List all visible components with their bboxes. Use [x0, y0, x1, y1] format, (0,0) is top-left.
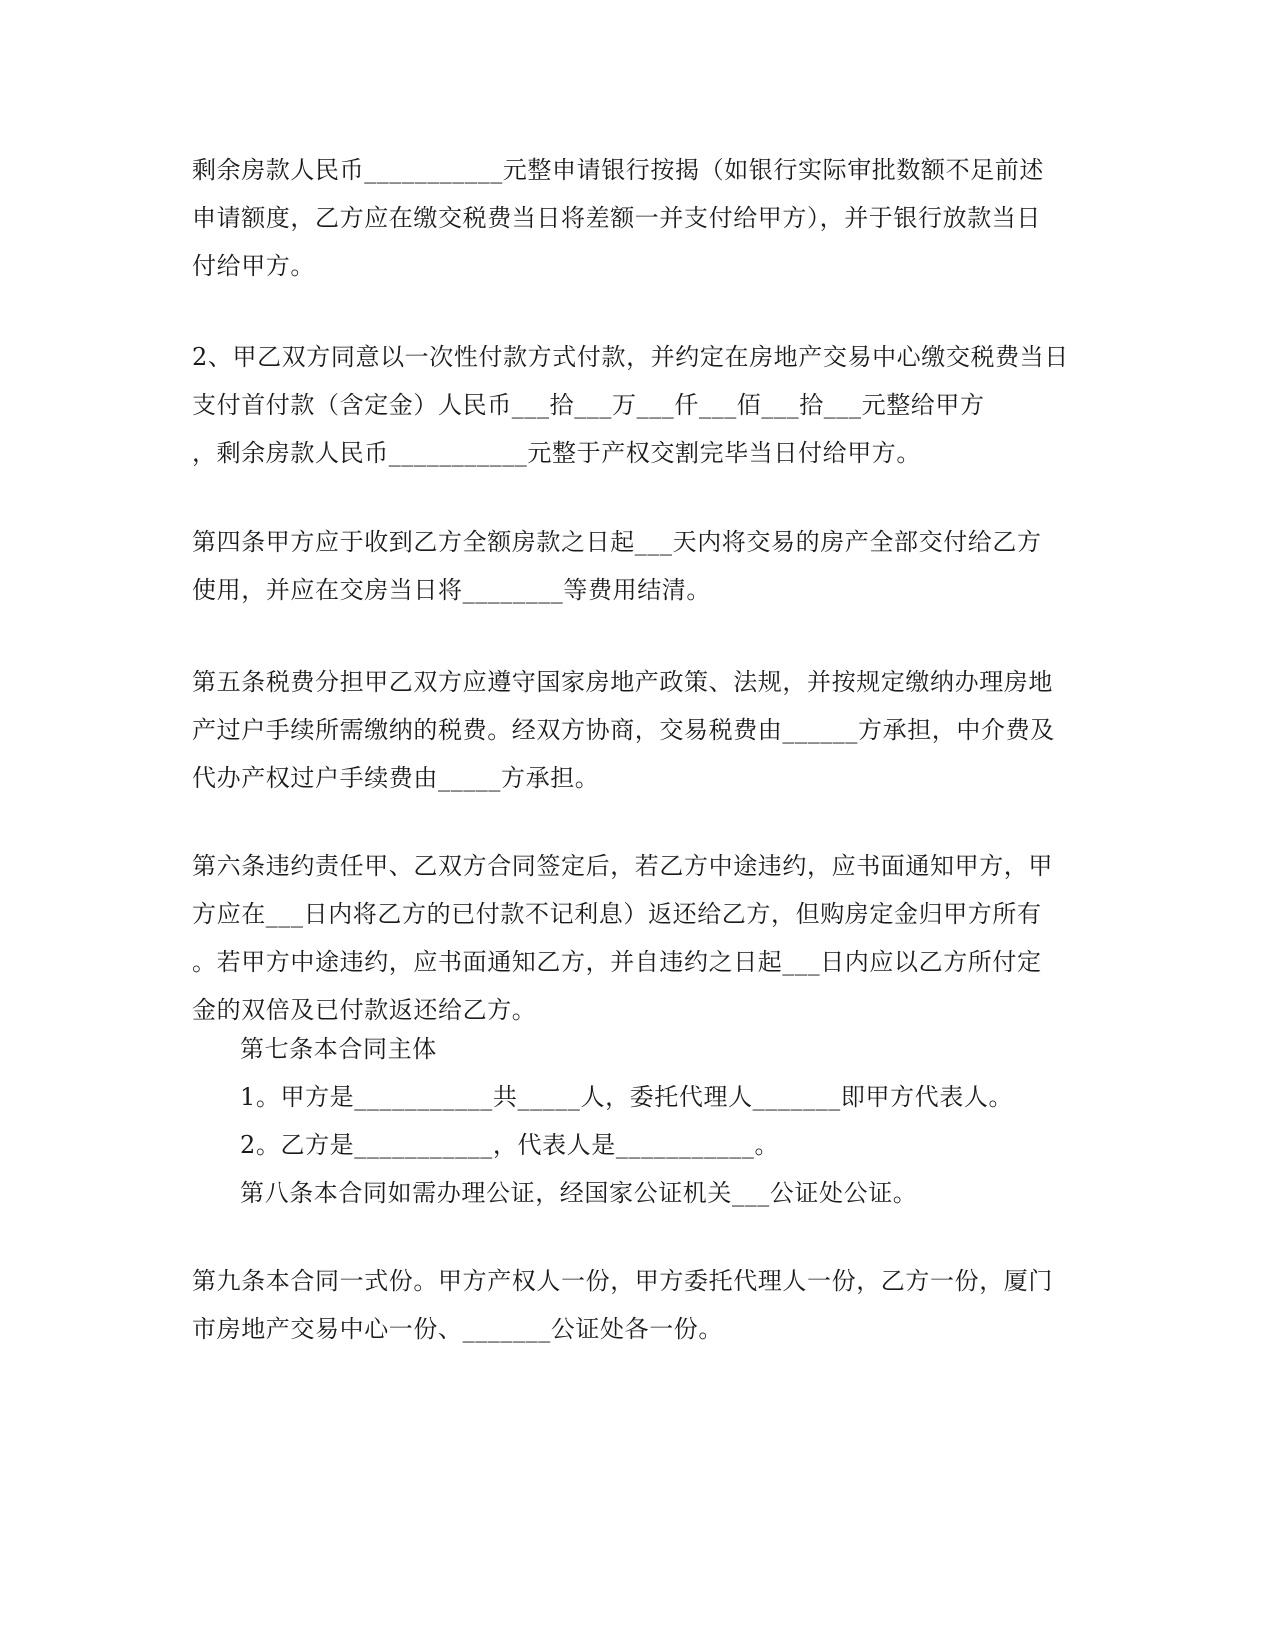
paragraph-lump-sum-payment [192, 333, 1082, 477]
text-line: 2。乙方是___________，代表人是___________。 [240, 1131, 780, 1159]
text-line: 第九条本合同一式份。甲方产权人一份，甲方委托代理人一份，乙方一份，厦门 [192, 1267, 1053, 1295]
text-line: 剩余房款人民币___________元整申请银行按揭（如银行实际审批数额不足前述 [192, 156, 1044, 184]
text-line: 第六条违约责任甲、乙双方合同签定后，若乙方中途违约，应书面通知甲方，甲 [192, 852, 1053, 880]
text-line: 第八条本合同如需办理公证，经国家公证机关___公证处公证。 [240, 1179, 918, 1207]
text-line: 2、甲乙双方同意以一次性付款方式付款，并约定在房地产交易中心缴交税费当日 [192, 343, 1069, 371]
text-line: 代办产权过户手续费由_____方承担。 [192, 764, 600, 792]
text-line: 使用，并应在交房当日将________等费用结清。 [192, 576, 711, 604]
text-line: ，剩余房款人民币___________元整于产权交割完毕当日付给甲方。 [192, 439, 921, 467]
text-line: 方应在___日内将乙方的已付款不记利息）返还给乙方，但购房定金归甲方所有 [192, 900, 1042, 928]
paragraph-articles-7-8-parties [240, 1025, 1082, 1217]
text-line: 付给甲方。 [192, 252, 315, 280]
paragraph-article-6-breach [192, 842, 1082, 1034]
text-line: 第四条甲方应于收到乙方全额房款之日起___天内将交易的房产全部交付给乙方 [192, 528, 1042, 556]
text-line: 第五条税费分担甲乙双方应遵守国家房地产政策、法规，并按规定缴纳办理房地 [192, 668, 1053, 696]
paragraph-article-5-taxes [192, 658, 1082, 802]
text-line: 申请额度，乙方应在缴交税费当日将差额一并支付给甲方），并于银行放款当日 [192, 204, 1041, 232]
text-line: 第七条本合同主体 [240, 1035, 437, 1063]
text-line: 支付首付款（含定金）人民币___拾___万___仟___佰___拾___元整给甲方 [192, 391, 985, 419]
text-line: 产过户手续所需缴纳的税费。经双方协商，交易税费由______方承担，中介费及 [192, 716, 1055, 744]
paragraph-article-4-handover [192, 518, 1082, 614]
text-line: 。若甲方中途违约，应书面通知乙方，并自违约之日起___日内应以乙方所付定 [192, 948, 1042, 976]
text-line: 市房地产交易中心一份、_______公证处各一份。 [192, 1315, 723, 1343]
paragraph-article-9-copies [192, 1257, 1082, 1353]
paragraph-remaining-payment-mortgage [192, 146, 1082, 290]
text-line: 1。甲方是___________共_____人，委托代理人_______即甲方代表人。 [240, 1083, 1014, 1111]
text-line: 金的双倍及已付款返还给乙方。 [192, 996, 537, 1024]
